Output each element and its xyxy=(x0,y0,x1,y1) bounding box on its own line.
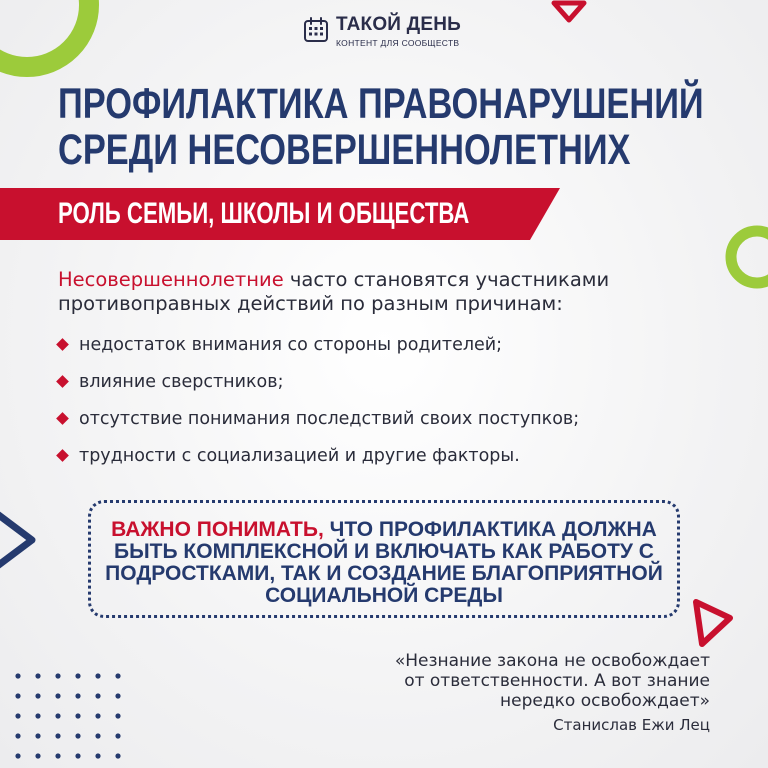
decorative-dot xyxy=(15,733,20,738)
decorative-dot xyxy=(115,733,120,738)
decorative-dot xyxy=(55,733,60,738)
list-item xyxy=(56,441,716,478)
decorative-dot xyxy=(15,713,20,718)
decorative-dot xyxy=(75,733,80,738)
decorative-dot xyxy=(75,673,80,678)
list-item xyxy=(56,367,716,404)
decorative-dot xyxy=(95,673,100,678)
page-title-line-2: СРЕДИ НЕСОВЕРШЕННОЛЕТНИХ xyxy=(58,126,631,174)
quote-line-1: «Незнание закона не освобождает xyxy=(394,651,710,671)
decorative-dot xyxy=(35,673,40,678)
subtitle-banner xyxy=(0,188,560,240)
intro-paragraph xyxy=(58,268,738,316)
decorative-dot xyxy=(35,733,40,738)
decorative-dot xyxy=(15,693,20,698)
important-note-box xyxy=(88,500,680,618)
banner-text: РОЛЬ СЕМЬИ, ШКОЛЫ И ОБЩЕСТВА xyxy=(58,197,470,230)
list-item-text: трудности с социализацией и другие факторы. xyxy=(79,446,520,466)
navy-triangle-decoration-left xyxy=(0,505,42,575)
diamond-bullet-icon xyxy=(56,375,69,388)
decorative-dot xyxy=(55,673,60,678)
intro-highlight: Несовершеннолетние xyxy=(58,268,284,291)
red-triangle-decoration-top xyxy=(548,0,590,24)
decorative-dot xyxy=(55,693,60,698)
decorative-dot xyxy=(115,693,120,698)
list-item-text: недостаток внимания со стороны родителей; xyxy=(79,335,503,355)
intro-text: часто становятся участниками противоправных действий по разным причинам: xyxy=(58,268,610,315)
quote-line-2: от ответственности. А вот знание xyxy=(404,671,710,691)
quote-line-3: нередко освобождает» xyxy=(500,691,710,711)
diamond-bullet-icon xyxy=(56,449,69,462)
decorative-dot xyxy=(15,673,20,678)
page-title-line-1: ПРОФИЛАКТИКА ПРАВОНАРУШЕНИЙ xyxy=(58,80,704,128)
decorative-dot xyxy=(15,753,20,758)
decorative-dot xyxy=(35,753,40,758)
list-item xyxy=(56,330,716,367)
list-item-text: влияние сверстников; xyxy=(79,372,284,392)
decorative-dot xyxy=(95,733,100,738)
decorative-dot xyxy=(35,693,40,698)
important-note-highlight: ВАЖНО ПОНИМАТЬ, xyxy=(111,518,324,541)
decorative-dot xyxy=(55,713,60,718)
diamond-bullet-icon xyxy=(56,338,69,351)
decorative-dot xyxy=(75,753,80,758)
green-ring-decoration xyxy=(0,0,102,80)
decorative-dot xyxy=(115,753,120,758)
dot-grid-decoration xyxy=(10,668,130,768)
brand-title: ТАКОЙ ДЕНЬ xyxy=(336,14,462,35)
calendar-icon xyxy=(302,16,330,44)
decorative-dot xyxy=(95,693,100,698)
decorative-dot xyxy=(115,713,120,718)
quote-author: Станислав Ежи Лец xyxy=(553,716,710,734)
decorative-dot xyxy=(75,713,80,718)
important-note-text xyxy=(91,519,677,607)
quote-text xyxy=(290,651,710,711)
red-triangle-decoration-right xyxy=(688,596,740,652)
brand-subtitle: КОНТЕНТ ДЛЯ СООБЩЕСТВ xyxy=(336,38,460,48)
important-note-body: ЧТО ПРОФИЛАКТИКА ДОЛЖНА БЫТЬ КОМПЛЕКСНОЙ И ВКЛЮЧАТЬ КАК РАБОТУ С ПОДРОСТКАМИ, ТАК И СОЗДАНИЕ БЛАГОПРИЯТНОЙ СОЦИАЛЬНОЙ СРЕДЫ xyxy=(105,518,663,607)
diamond-bullet-icon xyxy=(56,412,69,425)
decorative-dot xyxy=(115,673,120,678)
decorative-dot xyxy=(95,713,100,718)
reasons-list xyxy=(56,330,716,478)
decorative-dot xyxy=(55,753,60,758)
brand-logo xyxy=(302,14,472,50)
list-item xyxy=(56,404,716,441)
decorative-dot xyxy=(75,693,80,698)
decorative-dot xyxy=(95,753,100,758)
list-item-text: отсутствие понимания последствий своих поступков; xyxy=(79,409,580,429)
decorative-dot xyxy=(35,713,40,718)
